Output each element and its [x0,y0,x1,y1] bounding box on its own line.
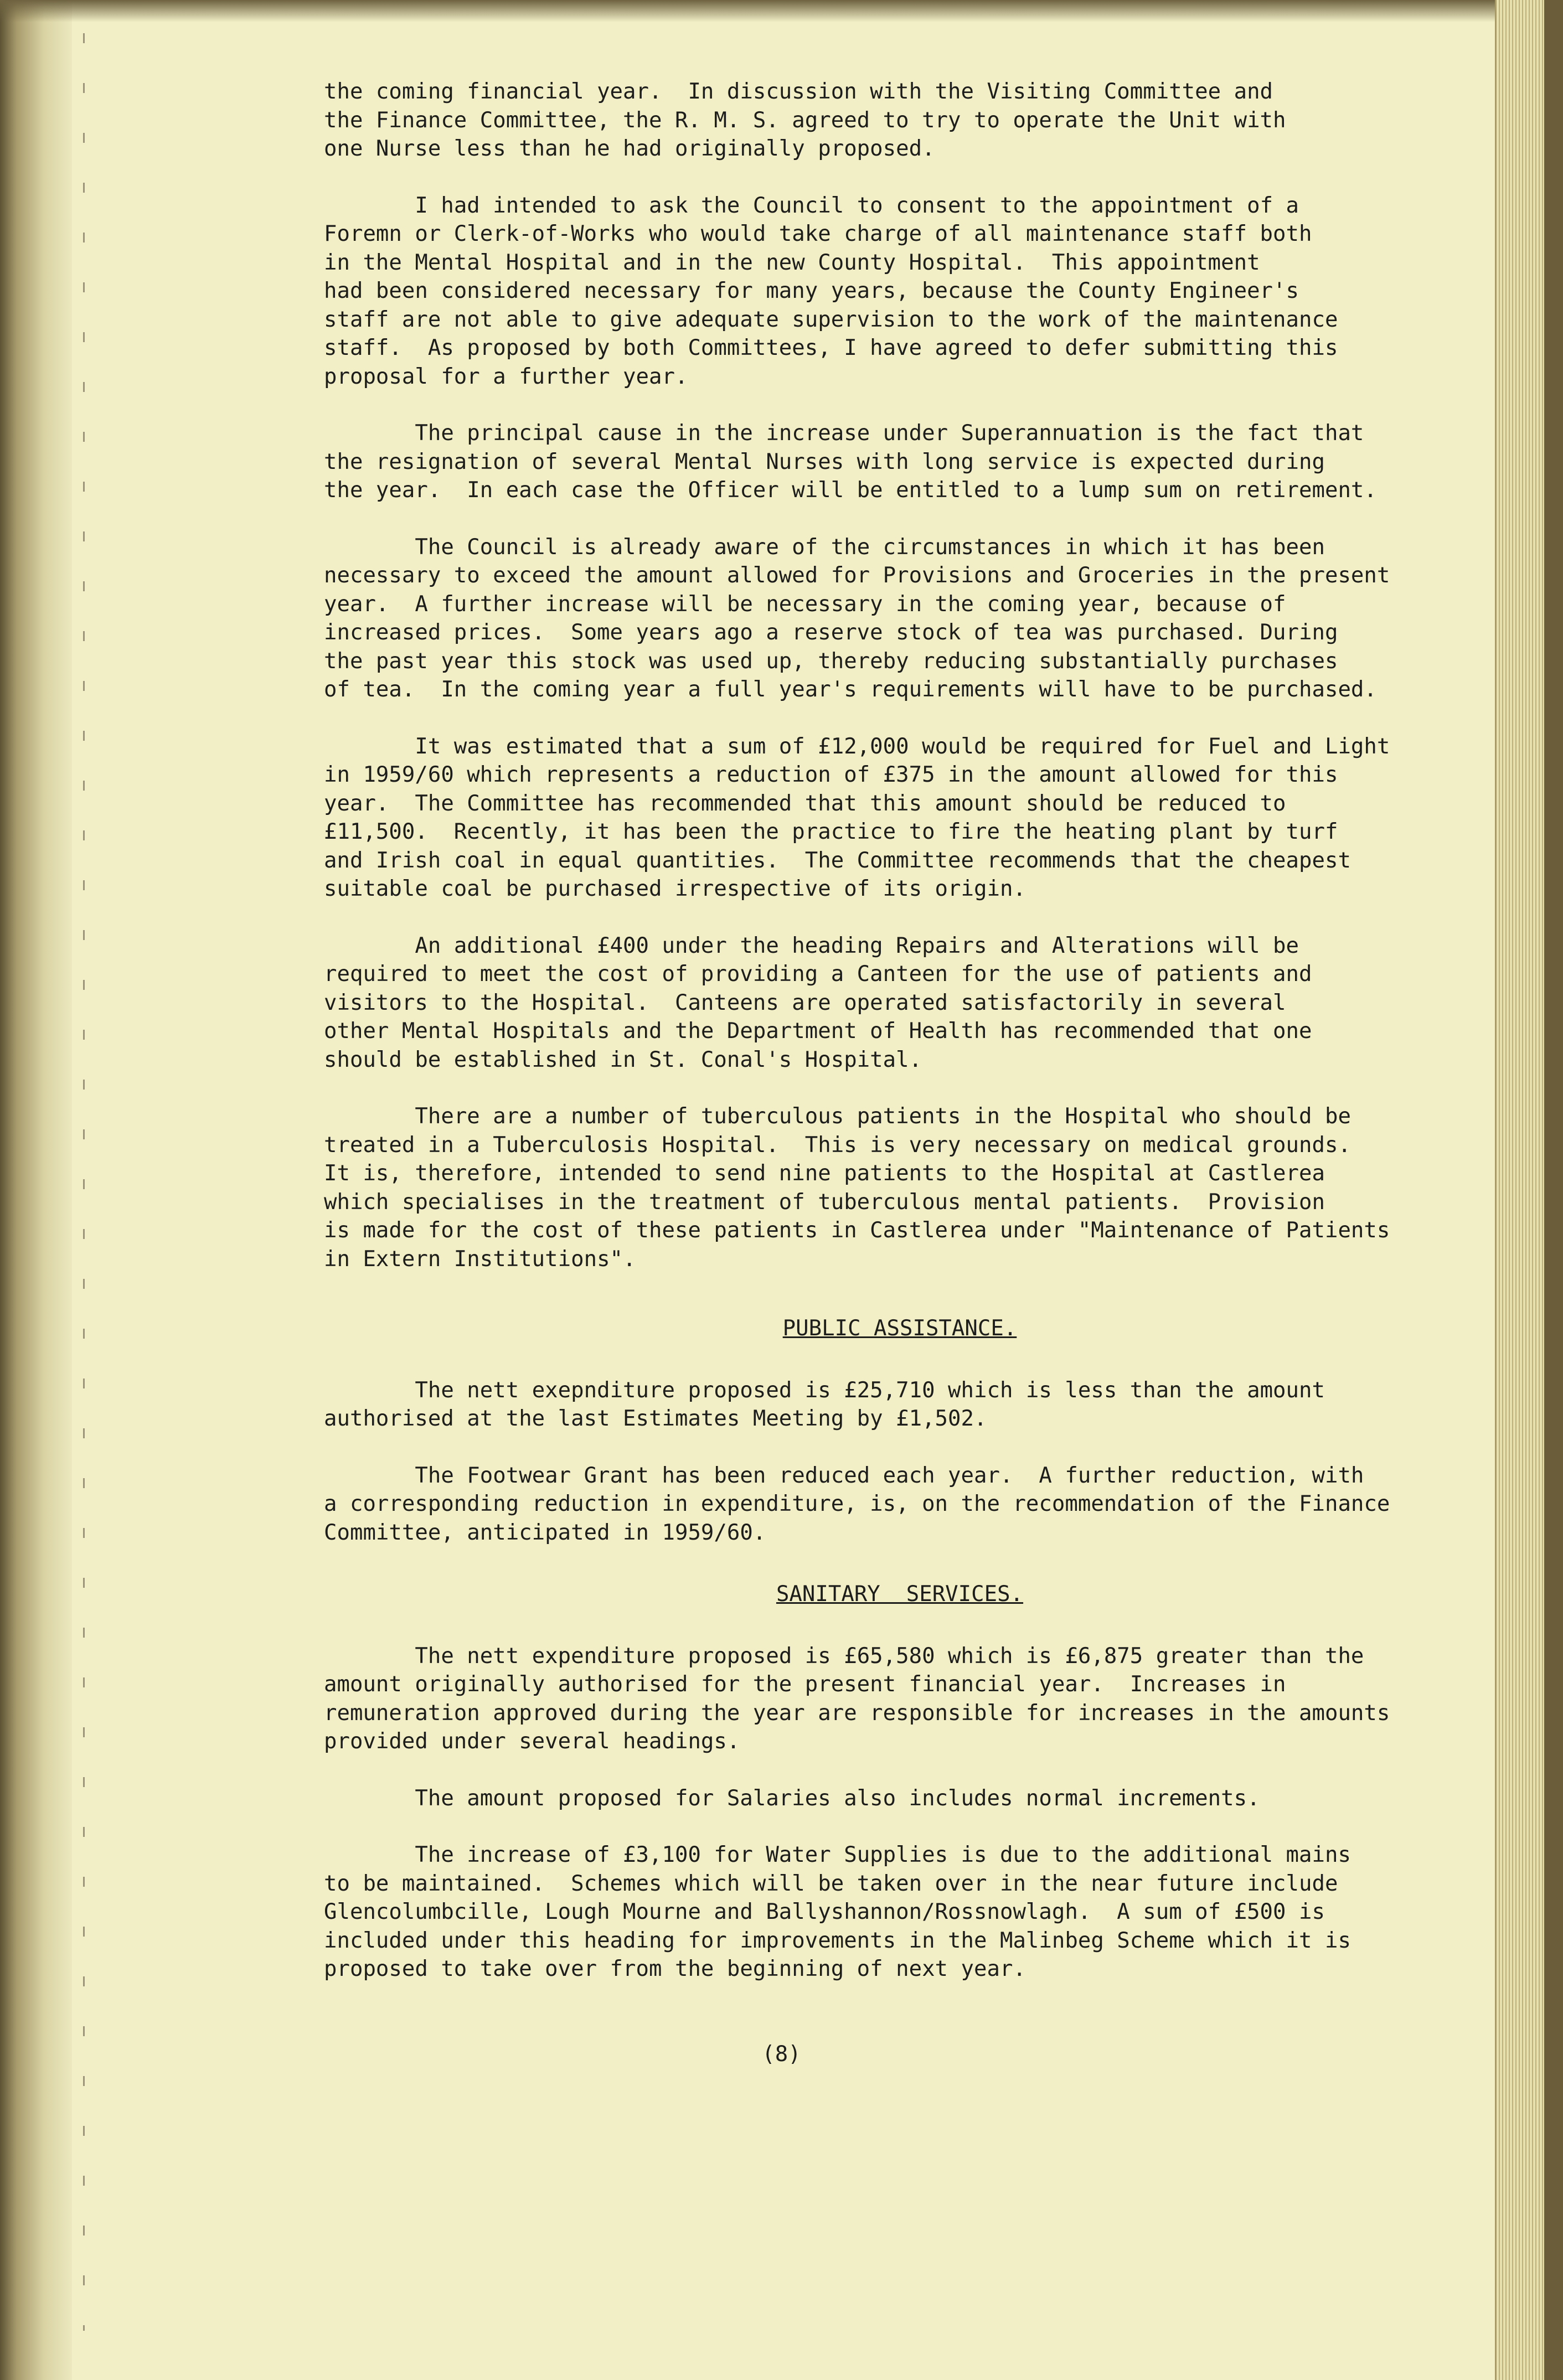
paragraph-repairs: An additional £400 under the heading Repairs and Alterations will be required to meet the cost of providing a Canteen for the use of patients and visitors to the Hospital. Canteens are operated satisfactorily in several other Mental Hospitals and the Department of Health has recommended that one should be established in St. Conal's Hospital. [324,933,1312,1072]
paragraph-provisions: The Council is already aware of the circumstances in which it has been necessary to exceed the amount allowed for Provisions and Groceries in the present year. A further increase will be necessary in the coming year, because of increased prices. Some years ago a reserve stock of tea was purchased. During the past year this stock was used up, thereby reducing substantially purchases of tea. In the coming year a full year's requirements will have to be purchased. [324,534,1390,702]
paragraph-water-supplies: The increase of £3,100 for Water Supplies is due to the additional mains to be maintained. Schemes which will be taken over in the near future include Glencolumbcille, Lough Mourne and Ballyshannon/Rossnowlagh. A sum of £500 is included under this heading for improvements in the Malinbeg Scheme which it is proposed to take over from the beginning of next year. [324,1842,1351,1981]
paragraph-foreman: I had intended to ask the Council to consent to the appointment of a Foremn or Clerk-of-Works who would take charge of all maintenance staff both in the Mental Hospital and in the new County Hospital. This appointment had been considered necessary for many years, because the County Engineer's staff are not able to give adequate supervision to the work of the maintenance staff. As proposed by both Committees, I have agreed to defer submitting this proposal for a further year. [324,193,1338,389]
paragraph-pa-expenditure: The nett exepnditure proposed is £25,710 which is less than the amount authorised at the last Estimates Meeting by £1,502. [324,1377,1325,1431]
paragraph-superannuation: The principal cause in the increase under Superannuation is the fact that the resignation of several Mental Nurses with long service is expected during the year. In each case the Officer will be entitled to a lump sum on retirement. [324,421,1377,503]
binding-stitching [83,33,85,2331]
paragraph-ss-expenditure: The nett expenditure proposed is £65,580 which is £6,875 greater than the amount originally authorised for the present financial year. Increases in remuneration approved during the year are responsible for increases in the amounts provided under several headings. [324,1643,1390,1754]
paragraph-footwear-grant: The Footwear Grant has been reduced each year. A further reduction, with a corresponding reduction in expenditure, is, on the recommendation of the Finance Committee, anticipated in 1959/60. [324,1463,1390,1545]
heading-sanitary-services: SANITARY SERVICES. [776,1582,1024,1607]
top-edge-shadow [0,0,1563,22]
heading-public-assistance: PUBLIC ASSISTANCE. [782,1316,1017,1341]
book-cover-edge [1544,0,1563,2380]
paragraph-mental-nurse: the coming financial year. In discussion with the Visiting Committee and the Finance Committee, the R. M. S. agreed to try to operate the Unit with one Nurse less than he had originally proposed. [324,79,1286,161]
page-number: (8) [762,2042,801,2067]
document-body [324,78,1476,2012]
paragraph-salaries: The amount proposed for Salaries also includes normal increments. [324,1785,1260,1811]
paragraph-tuberculous: There are a number of tuberculous patients in the Hospital who should be treated in a Tuberculosis Hospital. This is very necessary on medical grounds. It is, therefore, intended to send nine patients to the Hospital at Castlerea which specialises in the treatment of tuberculous mental patients. Provision is made for the cost of these patients in Castlerea under "Maintenance of Patients in Extern Institutions". [324,1104,1390,1272]
binding-gutter [0,0,72,2380]
paragraph-fuel-light: It was estimated that a sum of £12,000 would be required for Fuel and Light in 1959/60 which represents a reduction of £375 in the amount allowed for this year. The Committee has recommended that this amount should be reduced to £11,500. Recently, it has been the practice to fire the heating plant by turf and Irish coal in equal quantities. The Committee recommends that the cheapest suitable coal be purchased irrespective of its origin. [324,734,1390,901]
